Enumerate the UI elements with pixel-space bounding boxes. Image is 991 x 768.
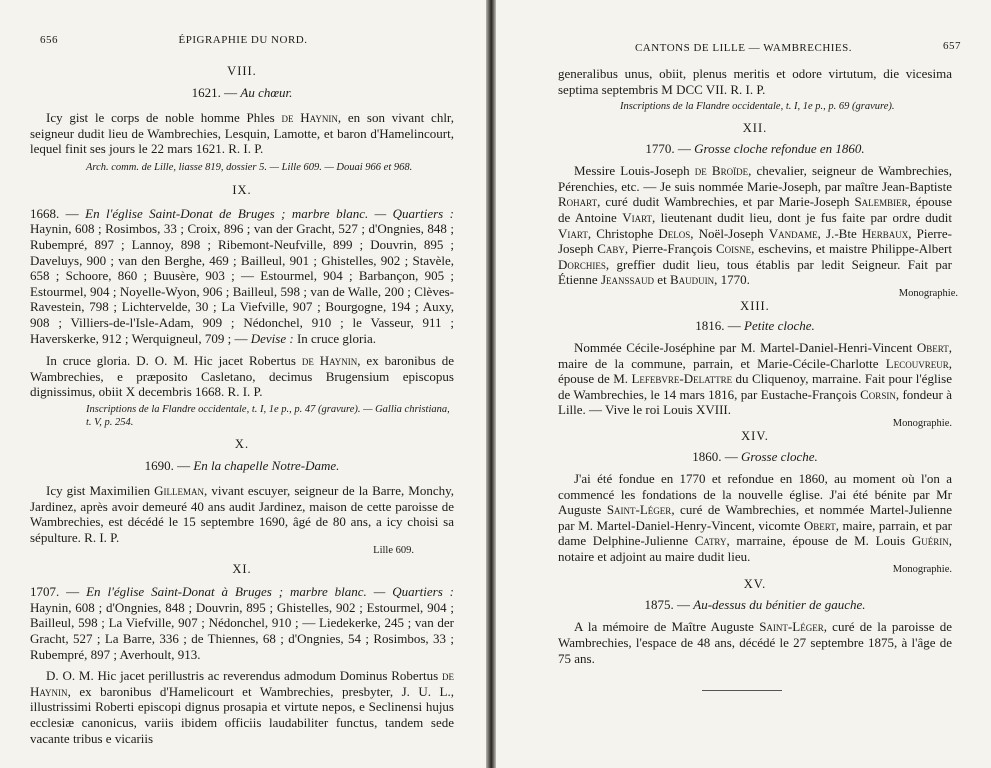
section-date: 1860. — Grosse cloche.	[692, 448, 818, 464]
inscription-text: Nommée Cécile-Joséphine par M. Martel-Daniel-Henri-Vincent Obert, maire de la commune, parrain, et Marie-Cécile-Charlotte Lecouvreur, épouse de M. Lefebvre-Delattre du Cliquenoy, marraine. Fait pour l'église de Wambrechies, le 14 mars 1816, par Eustache-François Corsin, fondeur à Lille. — Vive le roi Louis XVIII.	[558, 339, 953, 418]
citation: Inscriptions de la Flandre occidentale, t. I, 1e p., p. 69 (gravure).	[620, 101, 895, 113]
section-date: 1770. — Grosse cloche refondue en 1860.	[645, 141, 865, 157]
right-body	[558, 66, 958, 666]
section-numeral: XIII.	[740, 298, 770, 313]
section-x	[30, 437, 454, 556]
continued-inscription: generalibus unus, obiit, plenus meritis et odore virtutum, die vicesima septima septembris M DCC VII. R. I. P.	[558, 66, 952, 97]
citation: Arch. comm. de Lille, liasse 819, dossier 5. — Lille 609. — Douai 966 et 968.	[86, 161, 413, 173]
section-xii	[558, 121, 958, 299]
left-body	[30, 64, 454, 746]
section-ix	[30, 183, 454, 429]
inscription-text: D. O. M. Hic jacet perillustris ac reverendus admodum Dominus Robertus de Haynin, ex baronibus d'Hamelicourt et Wambrechies, presbyter, J. U. L., illustrissimi Roberti episcopi dignus prosapia et virtute nepos, e Seclinensi hujus ecclesiæ canonicus, variis ibidem officiis laudabiliter functus, tandem sede vacante tribus e vicariis	[30, 668, 454, 746]
section-numeral: XII.	[742, 121, 768, 136]
right-page-number: 657	[943, 40, 961, 52]
section-xiv	[558, 429, 952, 576]
section-xv	[558, 577, 952, 666]
left-page	[0, 0, 486, 768]
inscription-text: A la mémoire de Maître Auguste Saint-Léger, curé de la paroisse de Wambrechies, l'espace de 48 ans, décédé le 27 septembre 1875, à l'âge de 75 ans.	[558, 619, 953, 666]
quarters-text: 1707. — En l'église Saint-Donat à Bruges ; marbre blanc. — Quartiers : Haynin, 608 ; d'Ongnies, 848 ; Douvrin, 895 ; Ghistelles, 902 ; Estourmel, 904 ; Bailleul, 598 ; La Viefville, 907 ; Nédonchel, 910 ; — Liedekerke, 245 ; van der Gracht, 527 ; La Barre, 336 ; de Thiennes, 68 ; d'Ongnies, 54 ; Rosimbos, 33 ; Rubempré, 897 ; Averhoult, 913.	[30, 584, 455, 662]
source-note: Monographie.	[892, 564, 952, 576]
section-date: 1690. — En la chapelle Notre-Dame.	[144, 457, 340, 473]
citation: Inscriptions de la Flandre occidentale, t. I, 1e p., p. 47 (gravure). — Gallia christiana, t. V, p. 254.	[86, 403, 450, 428]
section-numeral: XIV.	[741, 428, 769, 443]
section-numeral: XI.	[232, 562, 252, 577]
section-numeral: IX.	[232, 182, 252, 197]
right-running-head: CANTONS DE LILLE — WAMBRECHIES.	[634, 42, 853, 54]
section-numeral: XV.	[743, 577, 767, 592]
inscription-text: Icy gist Maximilien Gilleman, vivant escuyer, seigneur de la Barre, Monchy, Jardinez, après avoir demeuré 40 ans audit Jardinez, maison de cette paroisse de Wambrechies, est décédé le 15 septembre 1690, âgé de 80 ans, a icy choisi sa sépulture. R. I. P.	[30, 482, 455, 545]
book-gutter	[486, 0, 496, 768]
inscription-text: Messire Louis-Joseph de Broïde, chevalier, seigneur de Wambrechies, Pérenchies, etc. — Je suis nommée Marie-Joseph, par maître Jean-Baptiste Rohart, curé dudit Wambrechies, et par Marie-Joseph Salembier, épouse de Antoine Viart, lieutenant dudit lieu, dont je fus faite par ordre dudit Viart, Christophe Delos, Noël-Joseph Vandame, J.-Bte Herbaux, Pierre-Joseph Caby, Pierre-François Coisne, eschevins, et maistre Philippe-Albert Dorchies, greffier dudit lieu, tous établis par ledit Seigneur. Fait par Étienne Jeanssaud et Bauduin, 1770.	[558, 163, 952, 288]
section-xi	[30, 562, 454, 746]
left-page-number: 656	[40, 34, 58, 46]
left-running-head: ÉPIGRAPHIE DU NORD.	[178, 34, 308, 46]
quarters-text: 1668. — En l'église Saint-Donat de Bruges ; marbre blanc. — Quartiers : Haynin, 608 ; Rosimbos, 33 ; Croix, 896 ; van der Gracht, 527 ; d'Ongnies, 848 ; Rubempré, 897 ; Lannoy, 898 ; Ribemont-Neufville, 899 ; Douvrin, 895 ; Daveluys, 900 ; van den Berghe, 469 ; Bailleul, 901 ; Ghistelles, 902 ; Stavèle, 658 ; Schoore, 860 ; Buusère, 903 ; — Estourmel, 904 ; Barbançon, 905 ; Estourmel, 904 ; Noyelle-Wyon, 906 ; Bailleul, 598 ; van de Walle, 200 ; Clèves-Ravestein, 798 ; Lichtervelde, 30 ; La Viefville, 907 ; Bourgogne, 194 ; Auxy, 908 ; Villiers-de-l'Isle-Adam, 909 ; Nédonchel, 910 ; le Vasseur, 911 ; Haverskerke, 912 ; Werquigneul, 709 ; — Devise : In cruce gloria.	[30, 205, 454, 346]
section-numeral: X.	[234, 436, 250, 451]
inscription-text: In cruce gloria. D. O. M. Hic jacet Robertus de Haynin, ex baronibus de Wambrechies, e præposito Casletano, decimus Brugensium episcopus dignissimus, obiit X decembris 1668. R. I. P.	[30, 353, 455, 400]
section-xiii	[558, 299, 952, 429]
section-viii	[30, 64, 454, 174]
section-date: 1875. — Au-dessus du bénitier de gauche.	[644, 597, 866, 613]
source-note: Monographie.	[892, 417, 952, 429]
end-rule	[702, 690, 782, 691]
inscription-text: J'ai été fondue en 1770 et refondue en 1860, au moment où l'on a commencé les fondations de la nouvelle église. J'ai été bénite par Mr Auguste Saint-Léger, curé de Wambrechies, et nommée Martel-Julienne par M. Martel-Daniel-Henry-Vincent, vicomte Obert, maire, parrain, et par dame Delphine-Julienne Catry, marraine, épouse de M. Louis Guérin, notaire et adjoint au maire dudit lieu.	[558, 470, 952, 564]
inscription-text: Icy gist le corps de noble homme Phles de Haynin, en son vivant chlr, seigneur dudit lieu de Wambrechies, Lesquin, Lamotte, et baron d'Hamelincourt, lequel finit ses jours le 22 mars 1621. R. I. P.	[30, 110, 454, 157]
section-date: 1816. — Petite cloche.	[695, 317, 815, 333]
right-page	[496, 0, 991, 768]
section-numeral: VIII.	[227, 64, 257, 78]
section-date: 1621. — Au chœur.	[191, 85, 293, 100]
source-note: Lille 609.	[373, 545, 414, 557]
source-note: Monographie.	[898, 287, 958, 299]
